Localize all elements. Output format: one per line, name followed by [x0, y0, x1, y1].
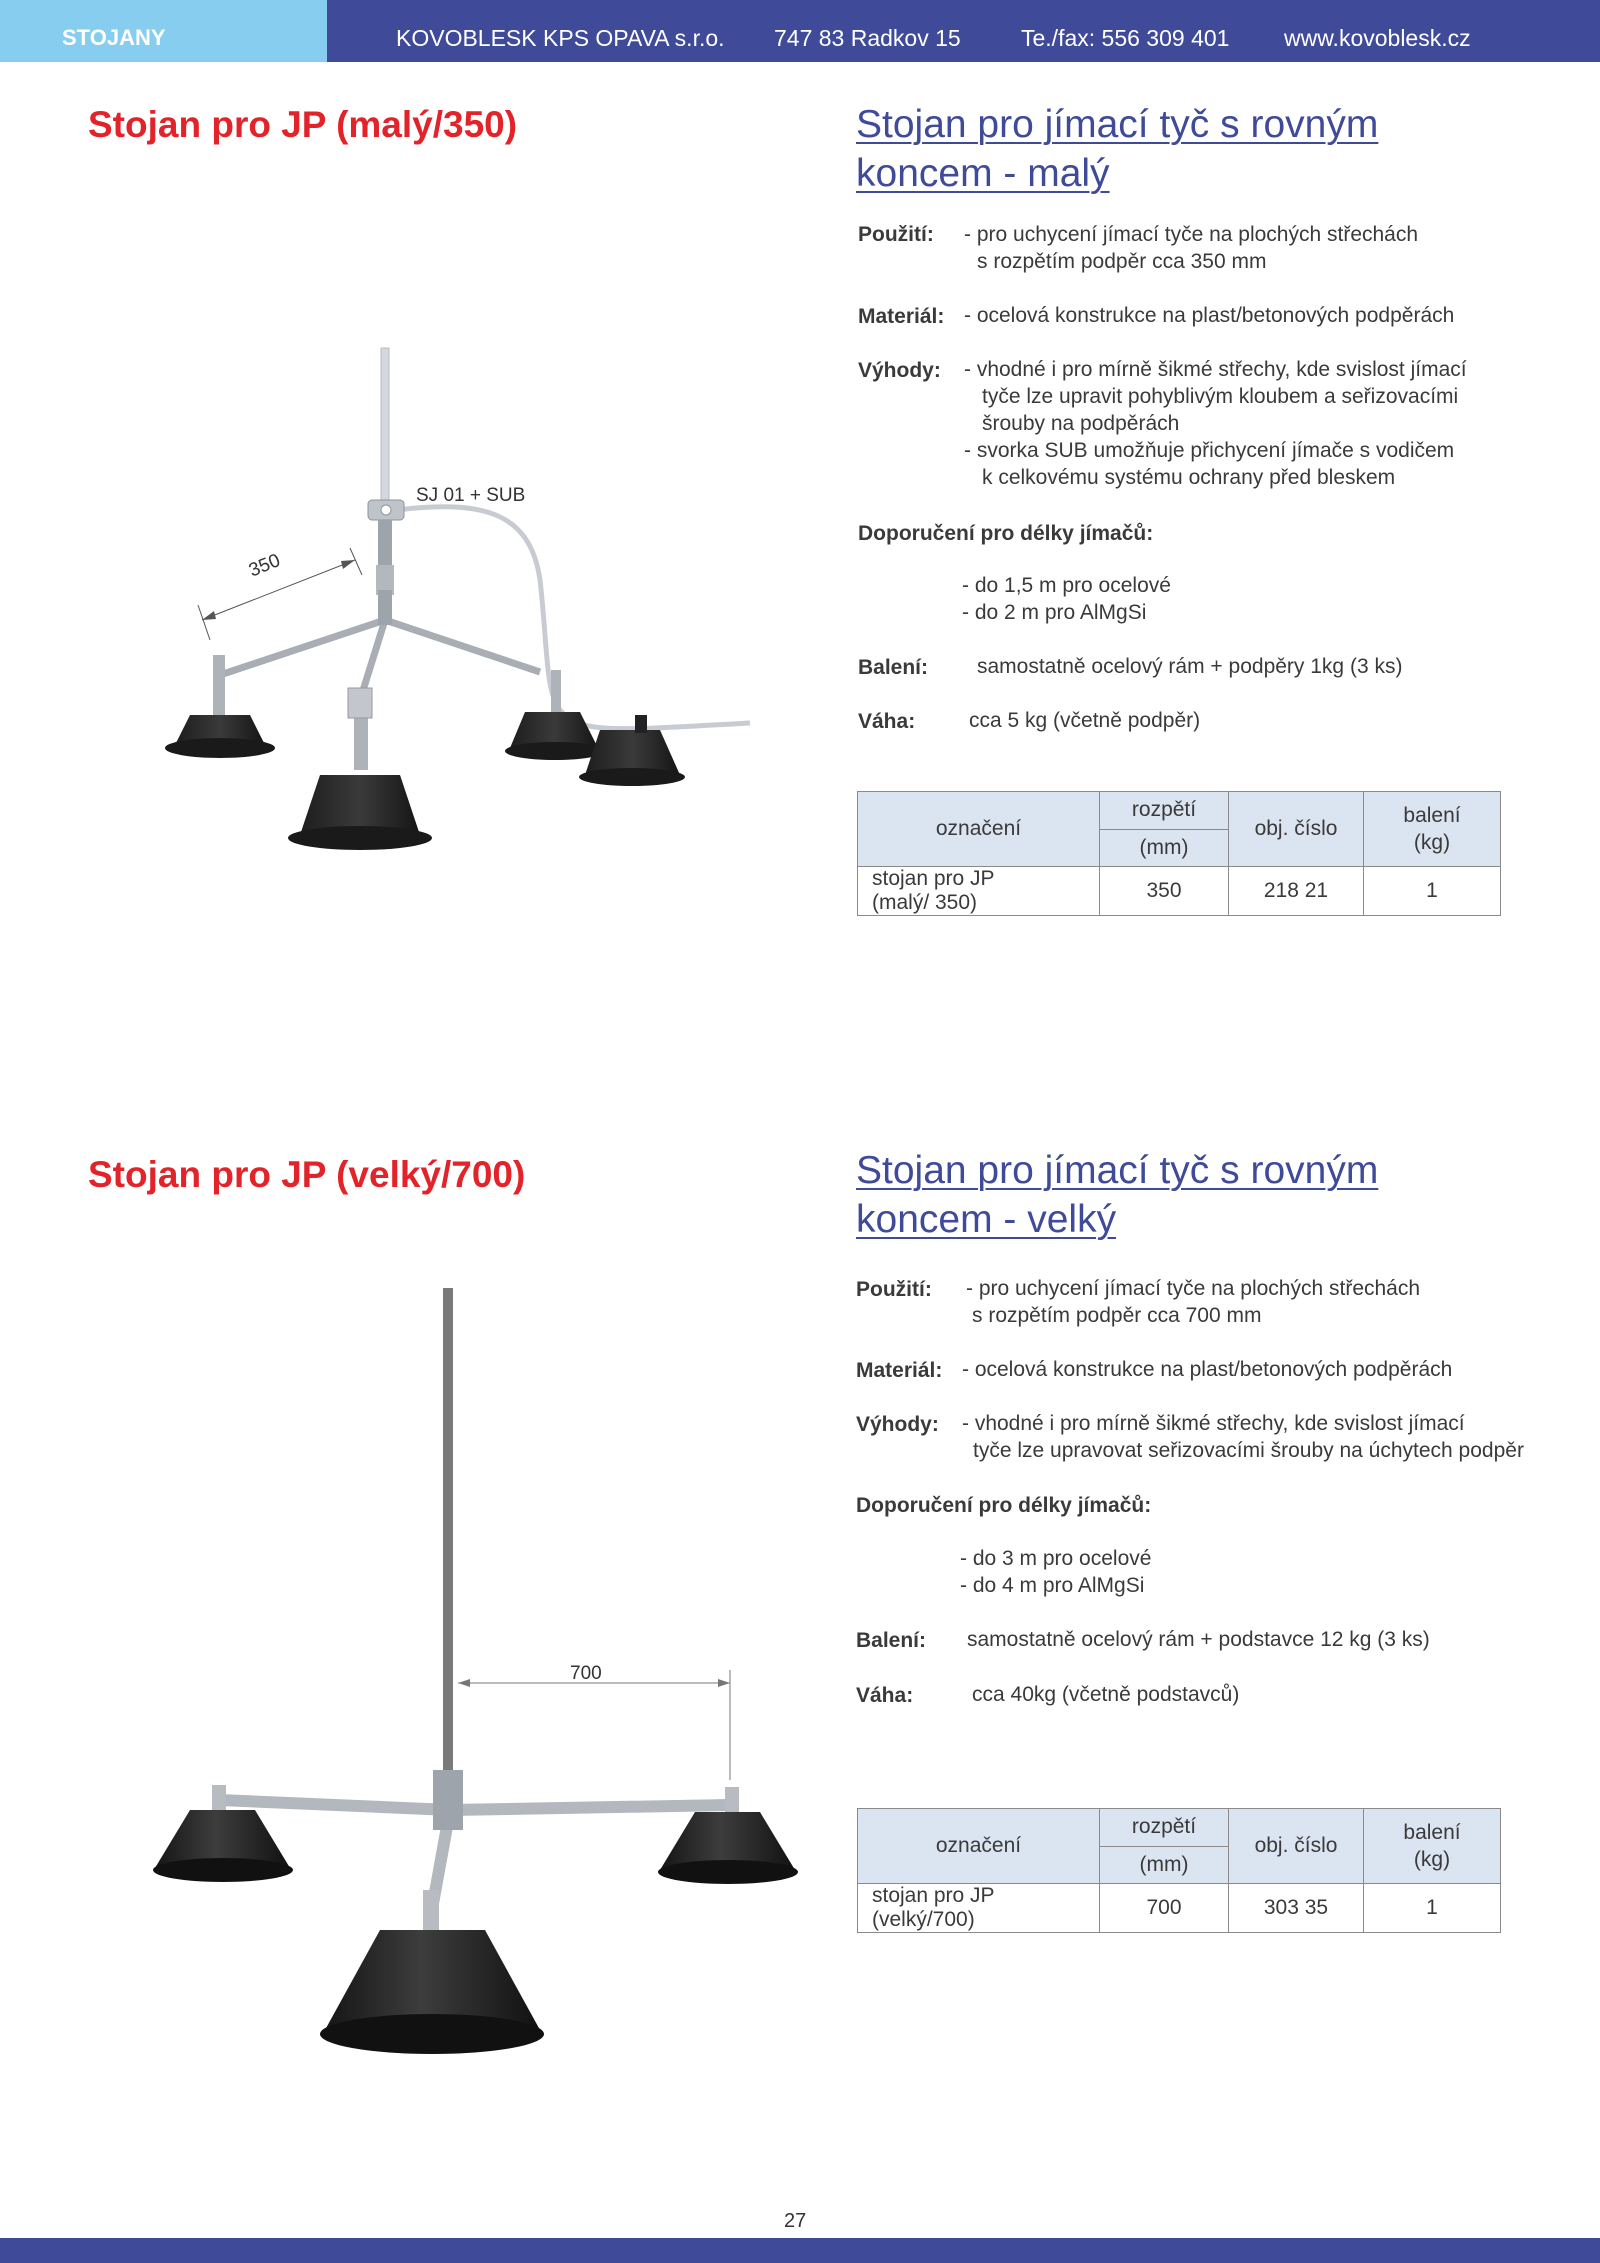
- doporuceni-line1: - do 1,5 m pro ocelové: [962, 574, 1171, 597]
- col-baleni-line2: (kg): [1413, 831, 1451, 854]
- vyhody-line3: šrouby na podpěrách: [982, 412, 1180, 435]
- company-website[interactable]: www.kovoblesk.cz: [1284, 25, 1471, 51]
- vyhody-line5: k celkovému systému ochrany před bleskem: [982, 466, 1396, 489]
- pouziti-line2: s rozpětím podpěr cca 350 mm: [977, 250, 1267, 273]
- product-small-heading: [856, 100, 1378, 198]
- row-obj: 303 35: [1229, 1884, 1364, 1933]
- product-large-table: [857, 1808, 1501, 1933]
- pouziti-line2: s rozpětím podpěr cca 700 mm: [972, 1304, 1262, 1327]
- product-large-heading-line1: Stojan pro jímací tyč s rovným: [856, 1149, 1379, 1192]
- material-label: Materiál:: [856, 1359, 943, 1382]
- product-large-heading-line2: koncem - velký: [856, 1198, 1117, 1241]
- product-small-heading-line1: Stojan pro jímací tyč s rovným: [856, 103, 1379, 146]
- dimension-700-label: 700: [570, 1663, 602, 1684]
- footer-bar: [0, 2238, 1600, 2263]
- doporuceni-line1: - do 3 m pro ocelové: [960, 1547, 1152, 1570]
- doporuceni-line2: - do 2 m pro AlMgSi: [962, 601, 1147, 624]
- pouziti-line1: - pro uchycení jímací tyče na plochých střechách: [966, 1277, 1421, 1300]
- vaha-value: cca 5 kg (včetně podpěr): [969, 709, 1201, 732]
- col-baleni: [1364, 1809, 1501, 1884]
- company-name: KOVOBLESK KPS OPAVA s.r.o.: [396, 25, 725, 51]
- baleni-label: Balení:: [858, 656, 929, 679]
- row-rozpeti: 700: [1100, 1884, 1229, 1933]
- vyhody-line2: tyče lze upravovat seřizovacími šrouby na úchytech podpěr: [973, 1439, 1524, 1462]
- row-name-line1: stojan pro JP: [872, 867, 995, 890]
- row-baleni: 1: [1364, 1884, 1501, 1933]
- clamp-sj01-sub-label: SJ 01 + SUB: [416, 485, 526, 506]
- col-baleni: [1364, 792, 1501, 867]
- doporuceni-line2: - do 4 m pro AlMgSi: [960, 1574, 1145, 1597]
- page-header: [0, 0, 1600, 62]
- product-small-photo: [150, 330, 770, 870]
- col-rozpeti: rozpětí: [1100, 792, 1229, 830]
- section-tab-label: STOJANY: [62, 25, 166, 50]
- row-name-line2: (velký/700): [872, 1908, 975, 1931]
- col-baleni-line1: balení: [1403, 804, 1461, 827]
- vyhody-line1: - vhodné i pro mírně šikmé střechy, kde svislost jímací: [962, 1412, 1465, 1435]
- col-oznaceni: označení: [858, 792, 1100, 867]
- row-name-line2: (malý/ 350): [872, 891, 978, 914]
- product-large-photo: [140, 1270, 820, 2090]
- company-phone: Te./fax: 556 309 401: [1021, 25, 1230, 51]
- product-small-heading-line2: koncem - malý: [856, 152, 1110, 195]
- vyhody-label: Výhody:: [856, 1413, 939, 1436]
- page-number: 27: [784, 2210, 807, 2232]
- material-label: Materiál:: [858, 305, 945, 328]
- doporuceni-label: Doporučení pro délky jímačů:: [858, 522, 1154, 545]
- vaha-value: cca 40kg (včetně podstavců): [972, 1683, 1240, 1706]
- product-small-title: Stojan pro JP (malý/350): [88, 104, 518, 145]
- baleni-value: samostatně ocelový rám + podpěry 1kg (3 ks): [977, 655, 1403, 678]
- col-rozpeti: rozpětí: [1100, 1809, 1229, 1847]
- company-address: 747 83 Radkov 15: [774, 25, 961, 51]
- table-row: [858, 867, 1501, 916]
- section-tab: [0, 0, 327, 62]
- pouziti-label: Použití:: [858, 223, 934, 246]
- baleni-value: samostatně ocelový rám + podstavce 12 kg (3 ks): [967, 1628, 1430, 1651]
- col-baleni-line2: (kg): [1413, 1848, 1451, 1871]
- vyhody-label: Výhody:: [858, 359, 941, 382]
- col-rozpeti-unit: (mm): [1100, 1846, 1229, 1884]
- row-name: [858, 1884, 1100, 1933]
- product-small-table: [857, 791, 1501, 916]
- row-baleni: 1: [1364, 867, 1501, 916]
- vaha-label: Váha:: [858, 710, 916, 733]
- row-rozpeti: 350: [1100, 867, 1229, 916]
- vyhody-line2: tyče lze upravit pohyblivým kloubem a seřizovacími: [982, 385, 1459, 408]
- col-obj: obj. číslo: [1229, 1809, 1364, 1884]
- col-obj: obj. číslo: [1229, 792, 1364, 867]
- product-large-heading: [856, 1146, 1378, 1244]
- dimension-350-label: 350: [246, 550, 284, 582]
- product-large-title: Stojan pro JP (velký/700): [88, 1154, 526, 1195]
- row-obj: 218 21: [1229, 867, 1364, 916]
- row-name-line1: stojan pro JP: [872, 1884, 995, 1907]
- pouziti-label: Použití:: [856, 1278, 932, 1301]
- vaha-label: Váha:: [856, 1684, 914, 1707]
- baleni-label: Balení:: [856, 1629, 927, 1652]
- vyhody-line4: - svorka SUB umožňuje přichycení jímače s vodičem: [964, 439, 1455, 462]
- material-value: - ocelová konstrukce na plast/betonových podpěrách: [962, 1358, 1453, 1381]
- col-oznaceni: označení: [858, 1809, 1100, 1884]
- table-row: [858, 1884, 1501, 1933]
- pouziti-line1: - pro uchycení jímací tyče na plochých střechách: [964, 223, 1419, 246]
- material-value: - ocelová konstrukce na plast/betonových podpěrách: [964, 304, 1455, 327]
- row-name: [858, 867, 1100, 916]
- vyhody-line1: - vhodné i pro mírně šikmé střechy, kde svislost jímací: [964, 358, 1467, 381]
- col-baleni-line1: balení: [1403, 1821, 1461, 1844]
- col-rozpeti-unit: (mm): [1100, 829, 1229, 867]
- doporuceni-label: Doporučení pro délky jímačů:: [856, 1494, 1152, 1517]
